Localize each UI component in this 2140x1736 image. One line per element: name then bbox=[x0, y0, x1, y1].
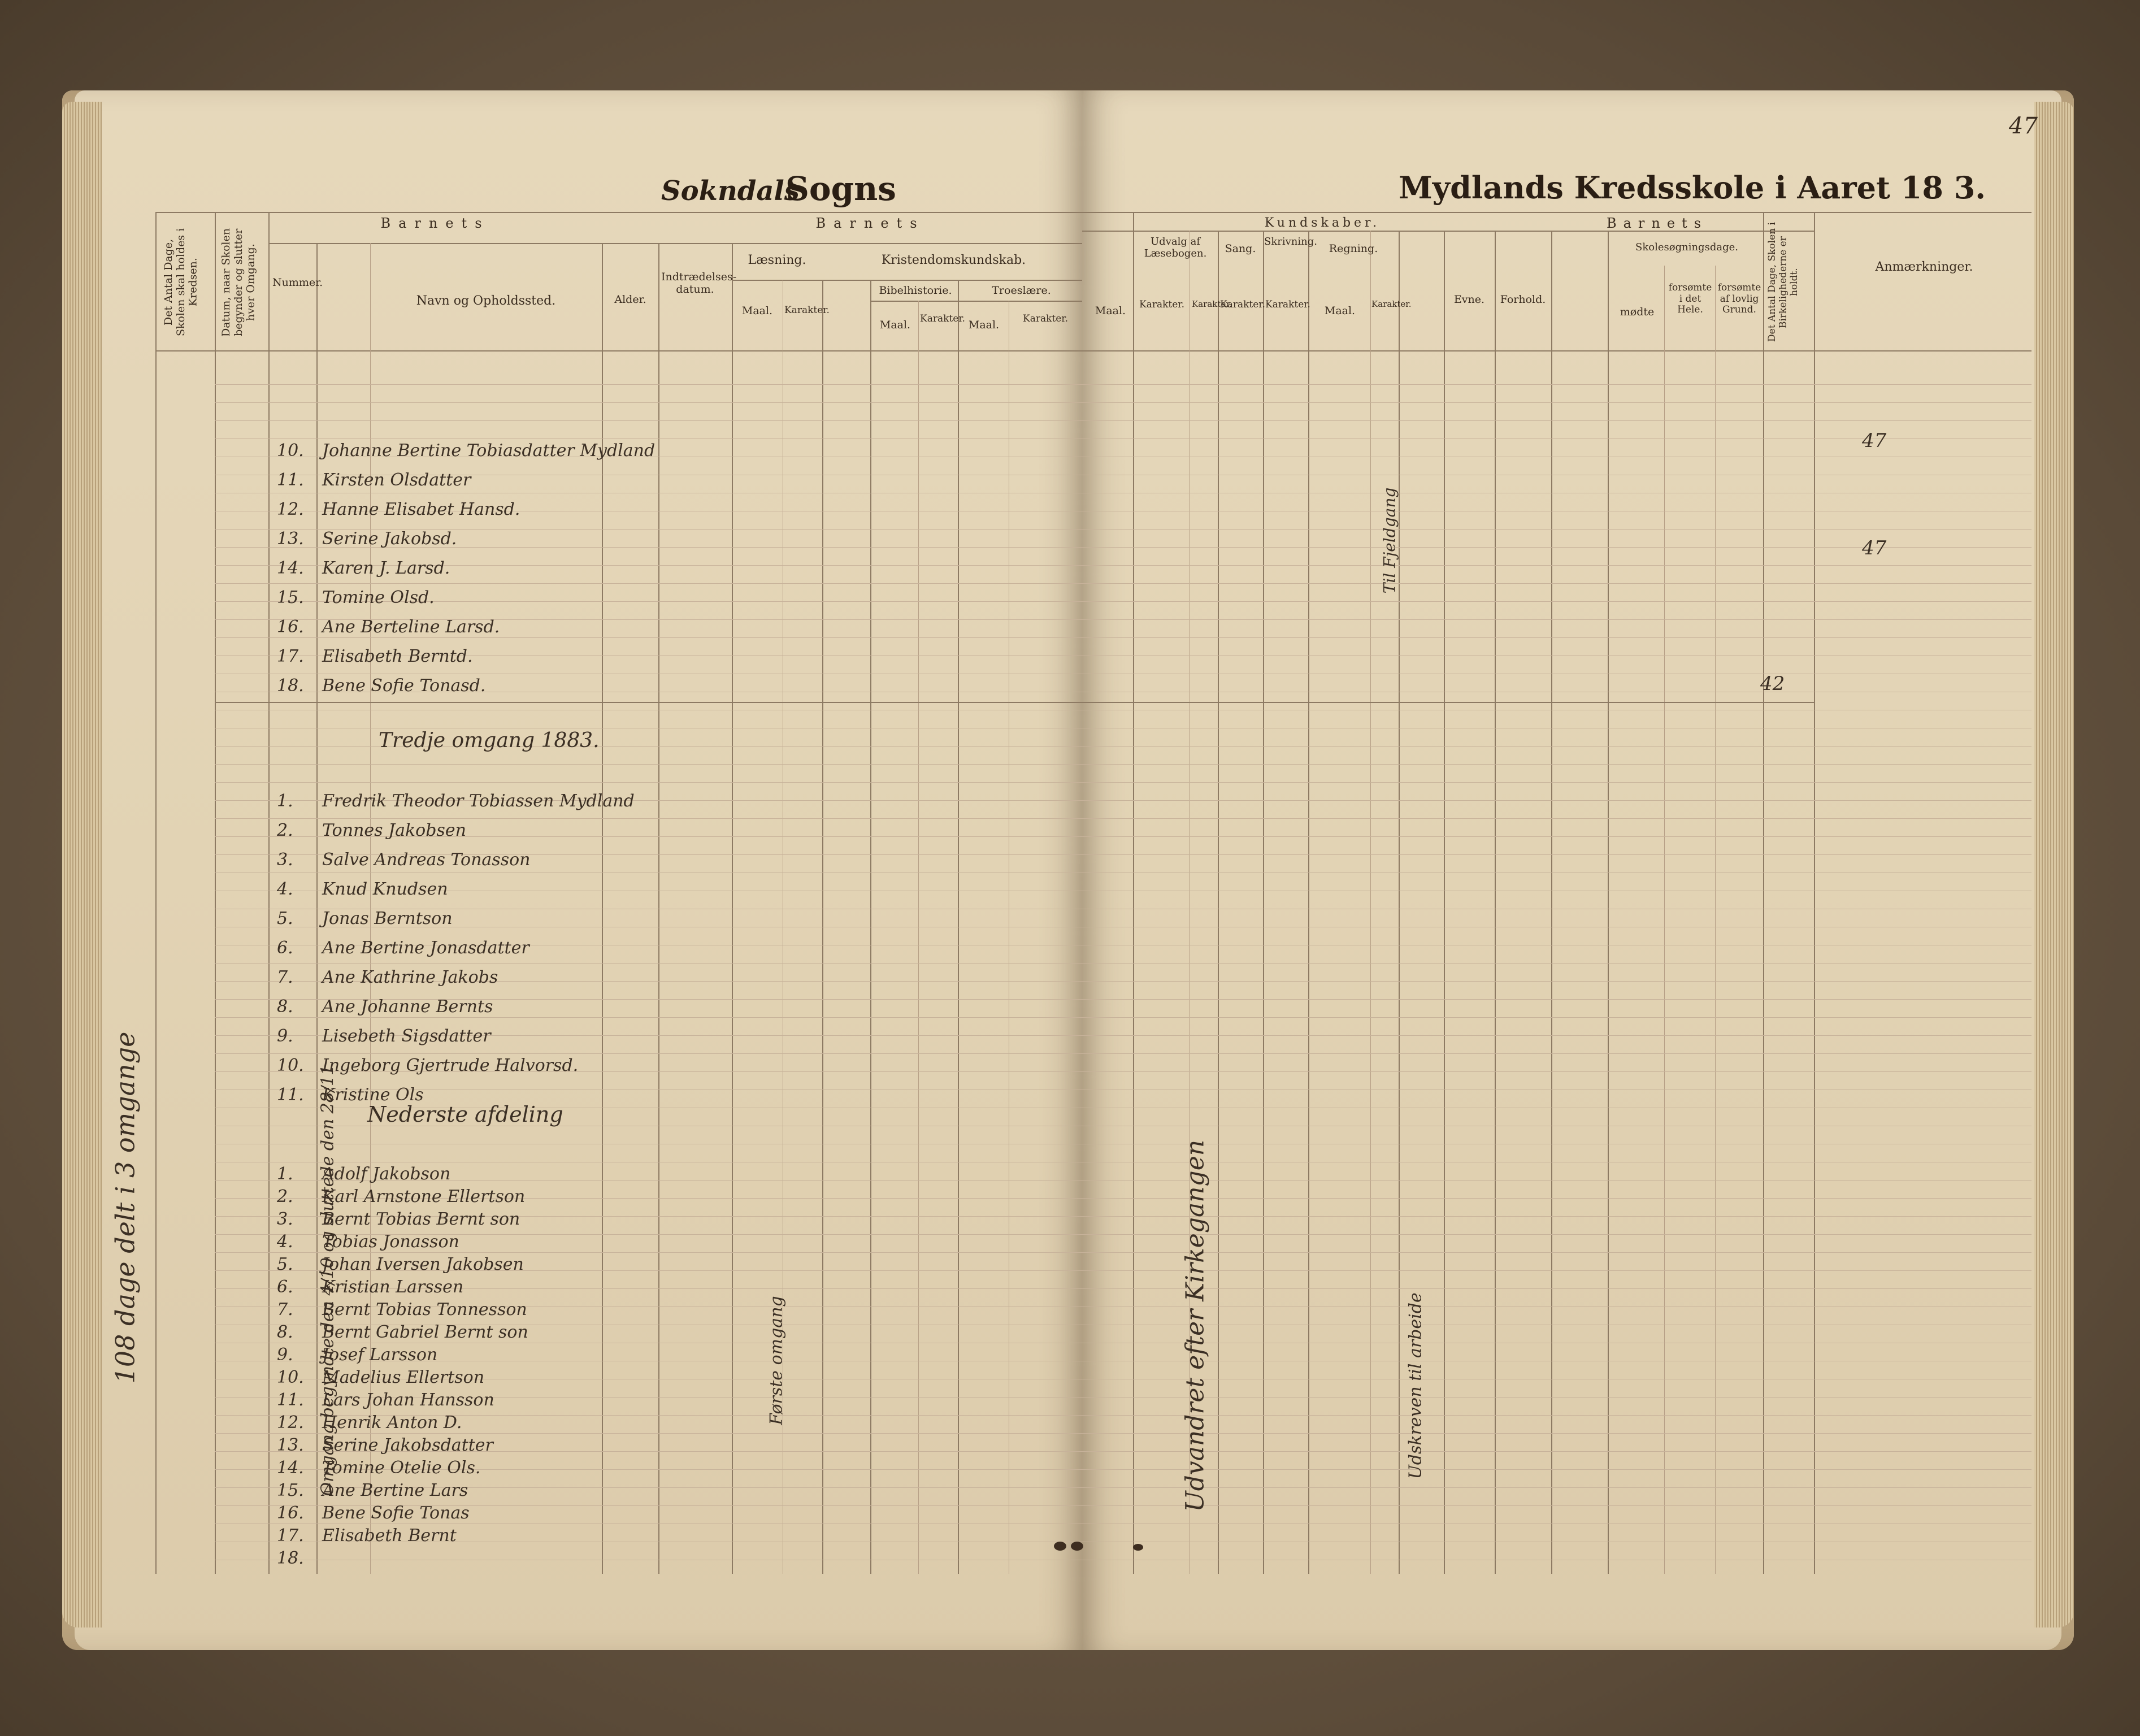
row-number: 11. bbox=[277, 1085, 304, 1105]
student-name: Kristine Ols bbox=[322, 1085, 424, 1105]
student-name: Johanne Bertine Tobiasdatter Mydland bbox=[322, 441, 656, 461]
row-number: 2. bbox=[277, 821, 293, 840]
ink-spot bbox=[1133, 1544, 1143, 1551]
row-rule bbox=[1082, 583, 2032, 584]
header-karakter: Karakter. bbox=[784, 305, 830, 316]
ink-spot bbox=[1071, 1542, 1083, 1551]
section-heading-third: Tredje omgang 1883. bbox=[379, 729, 600, 752]
row-rule bbox=[1082, 565, 2032, 566]
row-number: 7. bbox=[277, 967, 293, 987]
col-rule bbox=[1664, 266, 1665, 1574]
header-top-rule bbox=[1082, 212, 2032, 213]
row-rule bbox=[1082, 836, 2032, 837]
row-rule bbox=[1082, 1469, 2032, 1470]
row-number: 6. bbox=[277, 1277, 293, 1297]
student-name: Karl Arnstone Ellertson bbox=[322, 1187, 526, 1206]
header-evne: Evne. bbox=[1453, 293, 1485, 306]
student-name: Lars Johan Hansson bbox=[322, 1390, 494, 1410]
student-name: Bernt Tobias Tonnesson bbox=[322, 1300, 527, 1320]
student-name: Kristian Larssen bbox=[322, 1277, 464, 1297]
header-skolesogning: Skolesøgningsdage. bbox=[1635, 241, 1738, 253]
row-rule bbox=[1082, 1234, 2032, 1235]
row-number: 10. bbox=[277, 441, 304, 461]
student-name: Tomine Olsd. bbox=[322, 588, 435, 607]
row-rule bbox=[1082, 1017, 2032, 1018]
row-number: 6. bbox=[277, 938, 293, 958]
row-number: 1. bbox=[277, 791, 293, 811]
row-rule bbox=[1082, 547, 2032, 548]
row-rule bbox=[1082, 402, 2032, 403]
header-modte: mødte bbox=[1620, 306, 1655, 318]
page-edge-left bbox=[62, 102, 102, 1628]
student-name: Tonnes Jakobsen bbox=[322, 821, 466, 840]
row-rule bbox=[1082, 981, 2032, 982]
row-rule bbox=[215, 746, 1082, 747]
row-rule bbox=[215, 1252, 1082, 1253]
header-skrivning: Skrivning. bbox=[1264, 236, 1317, 248]
header-rule-4 bbox=[870, 301, 1082, 302]
col-rule bbox=[1608, 231, 1609, 1574]
row-rule bbox=[1082, 1035, 2032, 1036]
row-rule bbox=[215, 1433, 1082, 1434]
header-bottom-rule bbox=[155, 350, 1082, 351]
row-rule bbox=[215, 963, 1082, 964]
margin-note-fjeldgang: Til Fjeldgang bbox=[1380, 487, 1399, 594]
row-number: 4. bbox=[277, 879, 293, 899]
student-name: Bene Sofie Tonasd. bbox=[322, 676, 486, 696]
header-laesning: Læsning. bbox=[748, 253, 806, 267]
student-name: Ane Kathrine Jakobs bbox=[322, 967, 498, 987]
header-anmaerkninger: Anmærkninger. bbox=[1875, 260, 1973, 274]
row-rule bbox=[1082, 420, 2032, 421]
row-rule bbox=[1082, 854, 2032, 855]
row-rule bbox=[1082, 1252, 2032, 1253]
col-rule bbox=[918, 301, 919, 1574]
col-rule bbox=[1551, 231, 1552, 1574]
header-karakter: Karakter. bbox=[920, 313, 965, 324]
row-number: 10. bbox=[277, 1056, 304, 1075]
student-name: Tomine Otelie Ols. bbox=[322, 1458, 481, 1478]
row-rule bbox=[215, 384, 1082, 385]
row-number: 1. bbox=[277, 1164, 293, 1184]
header-regning: Regning. bbox=[1329, 242, 1378, 255]
col-rule bbox=[1763, 212, 1764, 1574]
student-name: Bernt Gabriel Bernt son bbox=[322, 1322, 528, 1342]
header-dates: Datum, naar Skolen begynder og slutter hver Omgang. bbox=[220, 228, 257, 337]
student-name: Jonas Berntson bbox=[322, 909, 453, 928]
header-karakter: Karakter. bbox=[1220, 299, 1265, 310]
student-name: Kirsten Olsdatter bbox=[322, 470, 471, 490]
student-name: Ane Bertine Lars bbox=[322, 1481, 468, 1500]
row-number: 14. bbox=[277, 1458, 304, 1478]
header-kundskaber: Kundskaber. bbox=[1264, 216, 1381, 230]
page-edge-right bbox=[2034, 102, 2074, 1628]
header-top-rule bbox=[155, 212, 1082, 213]
header-bottom-rule bbox=[1082, 350, 2032, 351]
header-sang: Sang. bbox=[1225, 242, 1256, 255]
header-navn: Navn og Opholdssted. bbox=[416, 294, 556, 308]
row-number: 4. bbox=[277, 1232, 293, 1252]
row-number: 11. bbox=[277, 1390, 304, 1410]
header-rule-3 bbox=[732, 280, 1082, 281]
row-number: 13. bbox=[277, 529, 304, 549]
parish-name: Sokndals bbox=[661, 175, 800, 207]
margin-note-udvandret: Udvandret efter Kirkegangen bbox=[1180, 1139, 1210, 1512]
side-number: 47 bbox=[1862, 429, 1887, 452]
student-name: Madelius Ellertson bbox=[322, 1368, 485, 1387]
col-rule bbox=[1308, 231, 1309, 1574]
row-rule bbox=[215, 764, 1082, 765]
header-nummer: Nummer. bbox=[272, 276, 323, 289]
row-number: 16. bbox=[277, 617, 304, 637]
header-kristendom: Kristendomskundskab. bbox=[881, 253, 1026, 267]
row-rule bbox=[1082, 1505, 2032, 1506]
parish-title: Sogns bbox=[785, 170, 896, 208]
row-number: 12. bbox=[277, 1413, 304, 1433]
row-rule bbox=[1082, 1270, 2032, 1271]
header-antal: Det Antal Dage, Skolen i Birkelighederne er holdt. bbox=[1766, 222, 1800, 342]
header-forsomte-hele: forsømte i det Hele. bbox=[1668, 282, 1712, 316]
header-barnets: Barnets bbox=[380, 215, 490, 231]
row-rule bbox=[1082, 1433, 2032, 1434]
header-karakter: Karakter. bbox=[1192, 299, 1232, 309]
school-title: Mydlands Kredsskole i Aaret 18 3. bbox=[1399, 170, 1986, 206]
row-number: 3. bbox=[277, 1209, 293, 1229]
row-rule bbox=[215, 1017, 1082, 1018]
margin-note-arbeide: Udskreven til arbeide bbox=[1405, 1292, 1426, 1479]
header-maal: Maal. bbox=[968, 319, 1000, 331]
ledger-book bbox=[62, 90, 2074, 1650]
row-number: 13. bbox=[277, 1435, 304, 1455]
student-name: Serine Jakobsdatter bbox=[322, 1435, 493, 1455]
student-name: Hanne Elisabet Hansd. bbox=[322, 500, 520, 519]
row-number: 18. bbox=[277, 1548, 304, 1568]
header-maal: Maal. bbox=[879, 319, 911, 331]
row-number: 15. bbox=[277, 588, 304, 607]
row-rule bbox=[215, 637, 1082, 638]
header-barnets: Barnets bbox=[1606, 215, 1708, 231]
row-rule bbox=[1082, 746, 2032, 747]
row-rule bbox=[1082, 800, 2032, 801]
row-rule bbox=[1082, 764, 2032, 765]
row-rule bbox=[1082, 1071, 2032, 1072]
header-karakter: Karakter. bbox=[1139, 299, 1184, 310]
row-number: 3. bbox=[277, 850, 293, 870]
margin-note-omgang: Omgang begyndte den 4/10 og sluttede den 28/11 bbox=[318, 1064, 338, 1496]
row-rule bbox=[1082, 1180, 2032, 1181]
header-maal: Maal. bbox=[741, 305, 773, 317]
row-rule bbox=[1082, 1216, 2032, 1217]
col-rule bbox=[1444, 231, 1445, 1574]
student-name: Karen J. Larsd. bbox=[322, 558, 450, 578]
margin-note-days: 108 dage delt i 3 omgange bbox=[110, 1031, 141, 1384]
student-name: Elisabeth Bernt bbox=[322, 1526, 457, 1546]
row-rule bbox=[215, 818, 1082, 819]
header-troeslaere: Troeslære. bbox=[992, 284, 1051, 297]
col-rule bbox=[1814, 212, 1815, 1574]
row-rule bbox=[1082, 1451, 2032, 1452]
header-forsomte-lovlig: forsømte af lovlig Grund. bbox=[1717, 282, 1761, 316]
row-number: 9. bbox=[277, 1026, 293, 1046]
row-rule bbox=[1082, 1397, 2032, 1398]
margin-note-first: Første omgang bbox=[766, 1296, 787, 1425]
header-udvalg: Udvalg af Læsebogen. bbox=[1144, 236, 1207, 259]
ink-spot bbox=[1054, 1542, 1066, 1551]
col-rule bbox=[1495, 231, 1496, 1574]
row-number: 17. bbox=[277, 646, 304, 666]
row-rule bbox=[1082, 619, 2032, 620]
col-rule bbox=[1399, 231, 1400, 1574]
row-rule bbox=[1082, 1053, 2032, 1054]
row-number: 5. bbox=[277, 1255, 293, 1274]
row-rule bbox=[1082, 1288, 2032, 1289]
header-karakter: Karakter. bbox=[1265, 299, 1310, 310]
header-maal: Maal. bbox=[1324, 305, 1356, 317]
row-rule bbox=[1082, 637, 2032, 638]
row-number: 9. bbox=[277, 1345, 293, 1365]
row-rule bbox=[1082, 1198, 2032, 1199]
student-name: Knud Knudsen bbox=[322, 879, 448, 899]
student-name: Henrik Anton D. bbox=[322, 1413, 462, 1433]
header-barnets-2: Barnets bbox=[815, 215, 925, 231]
row-rule bbox=[215, 782, 1082, 783]
right-page bbox=[1082, 90, 2074, 1650]
row-rule bbox=[1082, 818, 2032, 819]
row-rule bbox=[215, 402, 1082, 403]
header-karakter: Karakter. bbox=[1023, 313, 1068, 324]
row-rule bbox=[1082, 529, 2032, 530]
side-number: 42 bbox=[1760, 672, 1785, 695]
col-rule bbox=[1263, 231, 1264, 1574]
student-name: Josef Larsson bbox=[322, 1345, 438, 1365]
student-name: Lisebeth Sigsdatter bbox=[322, 1026, 491, 1046]
student-name: Johan Iversen Jakobsen bbox=[322, 1255, 524, 1274]
section-heading-nederste: Nederste afdeling bbox=[367, 1102, 563, 1127]
row-number: 16. bbox=[277, 1503, 304, 1523]
row-rule bbox=[1082, 601, 2032, 602]
student-name: Serine Jakobsd. bbox=[322, 529, 457, 549]
row-number: 8. bbox=[277, 1322, 293, 1342]
row-number: 7. bbox=[277, 1300, 293, 1320]
header-indtraedelse: Indtrædelses-datum. bbox=[661, 271, 737, 296]
header-rule-2 bbox=[268, 243, 1082, 244]
student-name: Bene Sofie Tonas bbox=[322, 1503, 470, 1523]
row-rule bbox=[1082, 963, 2032, 964]
left-page bbox=[62, 90, 1082, 1650]
row-rule bbox=[215, 1053, 1082, 1054]
header-days: Det Antal Dage, Skolen skal holdes i Kredsen. bbox=[162, 228, 199, 337]
student-name: Fredrik Theodor Tobiassen Mydland bbox=[322, 791, 635, 811]
header-forhold: Forhold. bbox=[1500, 293, 1546, 306]
student-name: Tobias Jonasson bbox=[322, 1232, 459, 1252]
header-alder: Alder. bbox=[614, 293, 646, 306]
col-rule bbox=[155, 212, 157, 1574]
row-number: 11. bbox=[277, 470, 304, 490]
row-number: 17. bbox=[277, 1526, 304, 1546]
row-number: 12. bbox=[277, 500, 304, 519]
row-rule bbox=[1082, 782, 2032, 783]
row-rule bbox=[215, 420, 1082, 421]
row-number: 14. bbox=[277, 558, 304, 578]
row-rule bbox=[1082, 1415, 2032, 1416]
col-rule bbox=[268, 212, 270, 1574]
row-number: 2. bbox=[277, 1187, 293, 1206]
student-name: Elisabeth Berntd. bbox=[322, 646, 473, 666]
row-number: 18. bbox=[277, 676, 304, 696]
col-rule bbox=[1715, 266, 1716, 1574]
section-rule bbox=[215, 702, 1082, 703]
student-name: Ane Berteline Larsd. bbox=[322, 617, 500, 637]
page-number: 47 bbox=[2009, 113, 2038, 139]
row-number: 8. bbox=[277, 997, 293, 1017]
col-rule bbox=[1133, 212, 1134, 1574]
header-maal: Maal. bbox=[1095, 305, 1126, 317]
row-number: 10. bbox=[277, 1368, 304, 1387]
student-name: Adolf Jakobson bbox=[322, 1164, 451, 1184]
row-number: 5. bbox=[277, 909, 293, 928]
header-bibelhistorie: Bibelhistorie. bbox=[879, 284, 952, 297]
row-number: 15. bbox=[277, 1481, 304, 1500]
student-name: Ane Bertine Jonasdatter bbox=[322, 938, 529, 958]
row-rule bbox=[1082, 384, 2032, 385]
col-rule bbox=[1218, 231, 1219, 1574]
col-rule bbox=[1370, 231, 1371, 1574]
student-name: Ingeborg Gjertrude Halvorsd. bbox=[322, 1056, 579, 1075]
side-number: 47 bbox=[1862, 537, 1887, 559]
row-rule bbox=[215, 583, 1082, 584]
header-karakter: Karakter. bbox=[1371, 299, 1412, 309]
student-name: Salve Andreas Tonasson bbox=[322, 850, 531, 870]
student-name: Bernt Tobias Bernt son bbox=[322, 1209, 520, 1229]
student-name: Ane Johanne Bernts bbox=[322, 997, 493, 1017]
row-rule bbox=[1082, 999, 2032, 1000]
row-rule bbox=[1082, 1487, 2032, 1488]
col-rule bbox=[215, 212, 216, 1574]
section-rule bbox=[1082, 702, 1814, 703]
